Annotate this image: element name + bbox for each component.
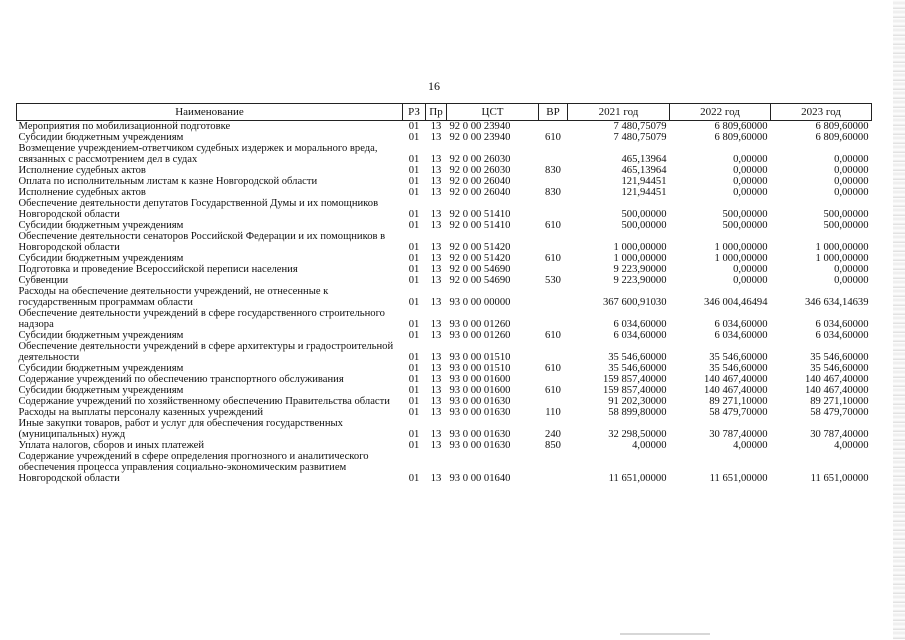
row-pr: 13 [430,242,442,253]
table-row [17,407,872,418]
row-amount-2022: 4,00000 [733,440,768,451]
row-vr: 610 [545,132,561,143]
row-rz: 01 [408,363,420,374]
row-cst: 93 0 00 01630 [449,407,511,418]
row-vr [539,198,568,220]
table-row [17,286,872,308]
row-name: Иные закупки товаров, работ и услуг для обеспечения государственных (муниципальных) нужд [18,418,343,440]
row-name: Обеспечение деятельности учреждений в сфере государственного строительного надзора [18,308,385,330]
row-vr: 530 [545,275,561,286]
row-amount-2022: 58 479,70000 [709,407,768,418]
row-name: Подготовка и проведение Всероссийской переписи населения [18,264,298,275]
row-vr [539,396,568,407]
row-rz: 01 [408,264,420,275]
row-vr [539,176,568,187]
row-amount-2022: 6 034,60000 [714,330,768,341]
table-row [17,440,872,451]
row-amount-2022: 35 546,60000 [709,363,768,374]
header-2023: 2023 год [771,104,872,121]
row-amount-2023: 500,00000 [823,209,869,220]
row-amount-2021: 58 899,80000 [608,407,667,418]
row-amount-2021: 121,94451 [621,176,667,187]
row-amount-2021: 6 034,60000 [613,330,667,341]
row-amount-2021: 159 857,40000 [602,374,667,385]
row-cst: 92 0 00 26040 [449,187,511,198]
row-vr [539,308,568,330]
row-pr: 13 [430,165,442,176]
row-amount-2023: 0,00000 [834,165,869,176]
row-name: Возмещение учреждением-ответчиком судебных издержек и морального вреда, связанных с рассмотрением дел в судах [18,143,378,165]
row-vr: 110 [545,407,561,418]
row-vr: 850 [545,440,561,451]
row-name: Субвенции [18,275,69,286]
row-name: Обеспечение деятельности сенаторов Российской Федерации и их помощников в Новгородской области [18,231,386,253]
row-amount-2022: 30 787,40000 [709,429,768,440]
row-amount-2023: 6 034,60000 [815,330,869,341]
row-cst: 93 0 00 01630 [449,440,511,451]
table-row [17,220,872,231]
row-amount-2022: 140 467,40000 [703,385,768,396]
row-rz: 01 [408,352,420,363]
row-amount-2022: 346 004,46494 [703,297,768,308]
row-amount-2022: 0,00000 [733,264,768,275]
row-pr: 13 [430,297,442,308]
table-row [17,264,872,275]
table-row [17,187,872,198]
budget-table [16,103,872,484]
row-amount-2023: 6 809,60000 [815,132,869,143]
table-row [17,132,872,143]
row-pr: 13 [430,429,442,440]
table-row [17,418,872,440]
table-row [17,176,872,187]
table-row [17,385,872,396]
row-name: Уплата налогов, сборов и иных платежей [18,440,205,451]
row-cst: 93 0 00 00000 [449,297,511,308]
table-row [17,330,872,341]
row-vr [539,341,568,363]
table-row [17,341,872,363]
row-cst: 92 0 00 26040 [449,176,511,187]
row-name: Обеспечение деятельности учреждений в сфере архитектуры и градостроительной деятельности [18,341,394,363]
row-vr: 240 [545,429,561,440]
row-pr: 13 [430,352,442,363]
row-amount-2023: 0,00000 [834,187,869,198]
scan-edge [893,0,905,640]
row-name: Мероприятия по мобилизационной подготовке [18,121,231,132]
row-vr [539,264,568,275]
row-amount-2022: 0,00000 [733,275,768,286]
row-amount-2021: 159 857,40000 [602,385,667,396]
row-vr: 610 [545,385,561,396]
row-vr: 610 [545,220,561,231]
row-rz: 01 [408,121,420,132]
row-name: Содержание учреждений в сфере определения прогнозного и аналитического обеспечения процесса управления социально-экономическим развитием Новгородской области [18,451,369,484]
row-amount-2021: 6 034,60000 [613,319,667,330]
row-amount-2022: 6 809,60000 [714,132,768,143]
header-name: Наименование [17,104,403,121]
row-vr [539,451,568,484]
row-amount-2022: 0,00000 [733,187,768,198]
row-pr: 13 [430,407,442,418]
row-amount-2021: 465,13964 [621,154,667,165]
row-amount-2021: 35 546,60000 [608,363,667,374]
row-amount-2021: 4,00000 [632,440,667,451]
row-cst: 92 0 00 51420 [449,242,511,253]
row-cst: 92 0 00 23940 [449,132,511,143]
row-rz: 01 [408,429,420,440]
row-amount-2021: 35 546,60000 [608,352,667,363]
row-amount-2023: 140 467,40000 [804,374,869,385]
row-pr: 13 [430,396,442,407]
row-amount-2023: 1 000,00000 [815,253,869,264]
table-row [17,374,872,385]
row-pr: 13 [430,319,442,330]
row-amount-2021: 91 202,30000 [608,396,667,407]
row-amount-2023: 11 651,00000 [810,473,869,484]
row-amount-2022: 1 000,00000 [714,242,768,253]
row-rz: 01 [408,297,420,308]
row-cst: 93 0 00 01600 [449,385,511,396]
row-amount-2023: 140 467,40000 [804,385,869,396]
row-name: Расходы на выплаты персоналу казенных учреждений [18,407,263,418]
row-pr: 13 [430,121,442,132]
row-vr: 610 [545,363,561,374]
row-amount-2023: 346 634,14639 [804,297,869,308]
row-rz: 01 [408,165,420,176]
row-rz: 01 [408,319,420,330]
row-rz: 01 [408,132,420,143]
row-name: Субсидии бюджетным учреждениям [18,385,184,396]
row-pr: 13 [430,440,442,451]
row-cst: 92 0 00 51410 [449,220,511,231]
row-pr: 13 [430,154,442,165]
row-amount-2021: 121,94451 [621,187,667,198]
row-rz: 01 [408,242,420,253]
row-pr: 13 [430,176,442,187]
row-amount-2022: 0,00000 [733,176,768,187]
row-amount-2022: 500,00000 [722,209,768,220]
row-pr: 13 [430,374,442,385]
row-amount-2023: 35 546,60000 [810,363,869,374]
row-amount-2021: 7 480,75079 [613,121,667,132]
row-amount-2021: 11 651,00000 [608,473,667,484]
row-pr: 13 [430,220,442,231]
header-cst: ЦСТ [447,104,539,121]
row-pr: 13 [430,385,442,396]
row-amount-2023: 6 809,60000 [815,121,869,132]
row-rz: 01 [408,440,420,451]
row-cst: 93 0 00 01630 [449,429,511,440]
table-body [17,121,872,485]
row-cst: 93 0 00 01600 [449,374,511,385]
row-vr: 610 [545,330,561,341]
row-amount-2021: 367 600,91030 [602,297,667,308]
row-amount-2022: 1 000,00000 [714,253,768,264]
table-row [17,143,872,165]
row-amount-2023: 6 034,60000 [815,319,869,330]
row-rz: 01 [408,253,420,264]
row-cst: 92 0 00 26030 [449,154,511,165]
row-name: Обеспечение деятельности депутатов Государственной Думы и их помощников Новгородской области [18,198,379,220]
row-name: Исполнение судебных актов [18,165,146,176]
table-row [17,363,872,374]
header-2022: 2022 год [670,104,771,121]
row-vr [539,143,568,165]
table-row [17,396,872,407]
row-rz: 01 [408,330,420,341]
row-vr [539,374,568,385]
row-cst: 93 0 00 01640 [449,473,511,484]
row-amount-2022: 0,00000 [733,165,768,176]
row-amount-2023: 89 271,10000 [810,396,869,407]
row-vr: 610 [545,253,561,264]
row-pr: 13 [430,209,442,220]
row-amount-2021: 1 000,00000 [613,242,667,253]
table-row [17,308,872,330]
row-rz: 01 [408,220,420,231]
row-pr: 13 [430,330,442,341]
row-name: Расходы на обеспечение деятельности учреждений, не отнесенные к государственным программам области [18,286,329,308]
row-amount-2021: 1 000,00000 [613,253,667,264]
row-vr: 830 [545,165,561,176]
row-cst: 93 0 00 01260 [449,330,511,341]
row-pr: 13 [430,253,442,264]
row-rz: 01 [408,407,420,418]
row-amount-2022: 140 467,40000 [703,374,768,385]
row-pr: 13 [430,275,442,286]
table-row [17,121,872,133]
row-cst: 93 0 00 01630 [449,396,511,407]
row-cst: 92 0 00 54690 [449,275,511,286]
row-amount-2023: 0,00000 [834,264,869,275]
row-rz: 01 [408,275,420,286]
row-amount-2021: 9 223,90000 [613,264,667,275]
row-cst: 92 0 00 26030 [449,165,511,176]
row-cst: 93 0 00 01510 [449,352,511,363]
row-cst: 92 0 00 54690 [449,264,511,275]
row-amount-2021: 32 298,50000 [608,429,667,440]
row-rz: 01 [408,187,420,198]
row-amount-2021: 7 480,75079 [613,132,667,143]
row-rz: 01 [408,473,420,484]
table-row [17,165,872,176]
row-name: Оплата по исполнительным листам к казне Новгородской области [18,176,318,187]
row-rz: 01 [408,176,420,187]
row-amount-2023: 0,00000 [834,275,869,286]
row-amount-2021: 500,00000 [621,220,667,231]
row-rz: 01 [408,374,420,385]
row-name: Субсидии бюджетным учреждениям [18,330,184,341]
row-amount-2023: 1 000,00000 [815,242,869,253]
row-pr: 13 [430,363,442,374]
row-amount-2022: 35 546,60000 [709,352,768,363]
header-2021: 2021 год [568,104,670,121]
row-name: Субсидии бюджетным учреждениям [18,363,184,374]
row-name: Исполнение судебных актов [18,187,146,198]
row-pr: 13 [430,187,442,198]
row-amount-2022: 6 809,60000 [714,121,768,132]
row-amount-2023: 0,00000 [834,154,869,165]
row-cst: 93 0 00 01260 [449,319,511,330]
row-pr: 13 [430,264,442,275]
header-rz: РЗ [403,104,426,121]
row-pr: 13 [430,473,442,484]
row-vr [539,121,568,133]
row-name: Субсидии бюджетным учреждениям [18,253,184,264]
row-amount-2022: 6 034,60000 [714,319,768,330]
row-amount-2021: 9 223,90000 [613,275,667,286]
scan-mark [620,633,710,635]
row-vr: 830 [545,187,561,198]
row-amount-2023: 30 787,40000 [810,429,869,440]
row-name: Субсидии бюджетным учреждениям [18,220,184,231]
row-amount-2022: 500,00000 [722,220,768,231]
row-amount-2022: 11 651,00000 [709,473,768,484]
row-amount-2022: 0,00000 [733,154,768,165]
row-amount-2021: 465,13964 [621,165,667,176]
table-row [17,231,872,253]
row-cst: 92 0 00 51420 [449,253,511,264]
header-vr: ВР [539,104,568,121]
row-cst: 92 0 00 51410 [449,209,511,220]
row-amount-2023: 500,00000 [823,220,869,231]
row-amount-2023: 4,00000 [834,440,869,451]
row-rz: 01 [408,209,420,220]
row-rz: 01 [408,396,420,407]
row-amount-2021: 500,00000 [621,209,667,220]
table-row [17,253,872,264]
row-amount-2023: 58 479,70000 [810,407,869,418]
row-rz: 01 [408,154,420,165]
row-name: Содержание учреждений по хозяйственному обеспечению Правительства области [18,396,390,407]
row-name: Содержание учреждений по обеспечению транспортного обслуживания [18,374,344,385]
table-header-row [17,104,872,121]
row-amount-2023: 35 546,60000 [810,352,869,363]
row-rz: 01 [408,385,420,396]
row-amount-2023: 0,00000 [834,176,869,187]
row-cst: 93 0 00 01510 [449,363,511,374]
table-row [17,451,872,484]
row-name: Субсидии бюджетным учреждениям [18,132,184,143]
row-vr [539,231,568,253]
row-amount-2022: 89 271,10000 [709,396,768,407]
page-number: 16 [428,79,440,93]
row-cst: 92 0 00 23940 [449,121,511,132]
header-pr: Пр [426,104,447,121]
row-pr: 13 [430,132,442,143]
table-row [17,275,872,286]
table-row [17,198,872,220]
row-vr [539,286,568,308]
